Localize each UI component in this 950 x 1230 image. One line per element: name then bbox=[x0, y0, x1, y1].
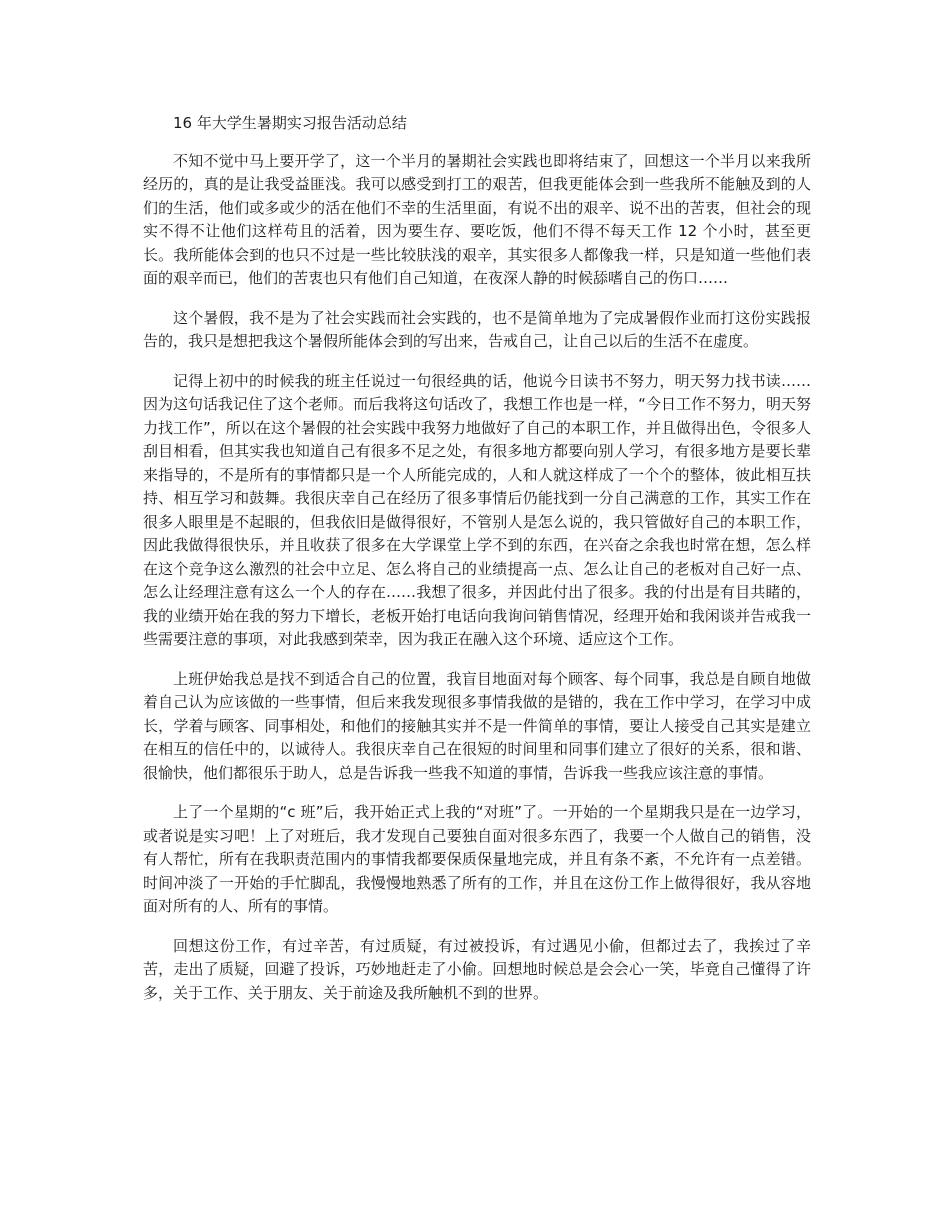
paragraph-5: 上了一个星期的“c 班”后，我开始正式上我的“对班”了。一开始的一个星期我只是在一边学习，或者说是实习吧！上了对班后，我才发现自己要独自面对很多东西了，我要一个人做自己的销售，没有人帮忙，所有在我职责范围内的事情我都要保质保量地完成，并且有条不紊，不允许有一点差错。时间冲淡了一开始的手忙脚乱，我慢慢地熟悉了所有的工作，并且在这份工作上做得很好，我从容地面对所有的人、所有的事情。 bbox=[143, 803, 811, 915]
document-body bbox=[143, 112, 811, 1021]
paragraph-6: 回想这份工作，有过辛苦，有过质疑，有过被投诉，有过遇见小偷，但都过去了，我挨过了辛苦，走出了质疑，回避了投诉，巧妙地赶走了小偷。回想地时候总是会会心一笑，毕竟自己懂得了许多，关于工作、关于朋友、关于前途及我所触机不到的世界。 bbox=[143, 936, 811, 1002]
document-title: 16 年大学生暑期实习报告活动总结 bbox=[173, 114, 407, 132]
paragraph-1: 不知不觉中马上要开学了，这一个半月的暑期社会实践也即将结束了，回想这一个半月以来我所经历的，真的是让我受益匪浅。我可以感受到打工的艰苦，但我更能体会到一些我所不能触及到的人们的生活，他们或多或少的活在他们不幸的生活里面，有说不出的艰辛、说不出的苦衷，但社会的现实不得不让他们这样苟且的活着，因为要生存、要吃饭，他们不得不每天工作 12 个小时，甚至更长。我所能体会到的也只不过是一些比较肤浅的艰辛，其实很多人都像我一样，只是知道一些他们表面的艰辛而已，他们的苦衷也只有他们自己知道，在夜深人静的时候舔嗜自己的伤口…… bbox=[143, 151, 811, 287]
paragraph-4: 上班伊始我总是找不到适合自己的位置，我盲目地面对每个顾客、每个同事，我总是自顾自地做着自己认为应该做的一些事情，但后来我发现很多事情我做的是错的，我在工作中学习，在学习中成长，学着与顾客、同事相处，和他们的接触其实并不是一件简单的事情，要让人接受自己其实是建立在相互的信任中的，以诚待人。我很庆幸自己在很短的时间里和同事们建立了很好的关系，很和谐、很愉快，他们都很乐于助人，总是告诉我一些我不知道的事情，告诉我一些我应该注意的事情。 bbox=[143, 669, 811, 782]
paragraph-2: 这个暑假，我不是为了社会实践而社会实践的，也不是简单地为了完成暑假作业而打这份实践报告的，我只是想把我这个暑假所能体会到的写出来，告戒自己，让自己以后的生活不在虚度。 bbox=[143, 308, 811, 350]
paragraph-3: 记得上初中的时候我的班主任说过一句很经典的话，他说今日读书不努力，明天努力找书读……因为这句话我记住了这个老师。而后我将这句话改了，我想工作也是一样，“今日工作不努力，明天努力找工作”，所以在这个暑假的社会实践中我努力地做好了自己的本职工作，并且做得出色，令很多人刮目相看，但其实我也知道自己有很多不足之处，有很多地方都要向别人学习，有很多地方是要长辈来指导的，不是所有的事情都只是一个人所能完成的，人和人就这样成了一个个的整体，彼此相互扶持、相互学习和鼓舞。我很庆幸自己在经历了很多事情后仍能找到一分自己满意的工作，其实工作在很多人眼里是不起眼的，但我依旧是做得很好，不管别人是怎么说的，我只管做好自己的本职工作，因此我做得很快乐，并且收获了很多在大学课堂上学不到的东西，在兴奋之余我也时常在想，怎么样在这个竞争这么激烈的社会中立足、怎么将自己的业绩提高一点、怎么让自己的老板对自己好一点、怎么让经理注意有这么一个人的存在……我想了很多，并因此付出了很多。我的付出是有目共睹的，我的业绩开始在我的努力下增长，老板开始打电话向我询问销售情况，经理开始和我闲谈并告戒我一些需要注意的事项，对此我感到荣幸，因为我正在融入这个环境、适应这个工作。 bbox=[143, 371, 811, 648]
